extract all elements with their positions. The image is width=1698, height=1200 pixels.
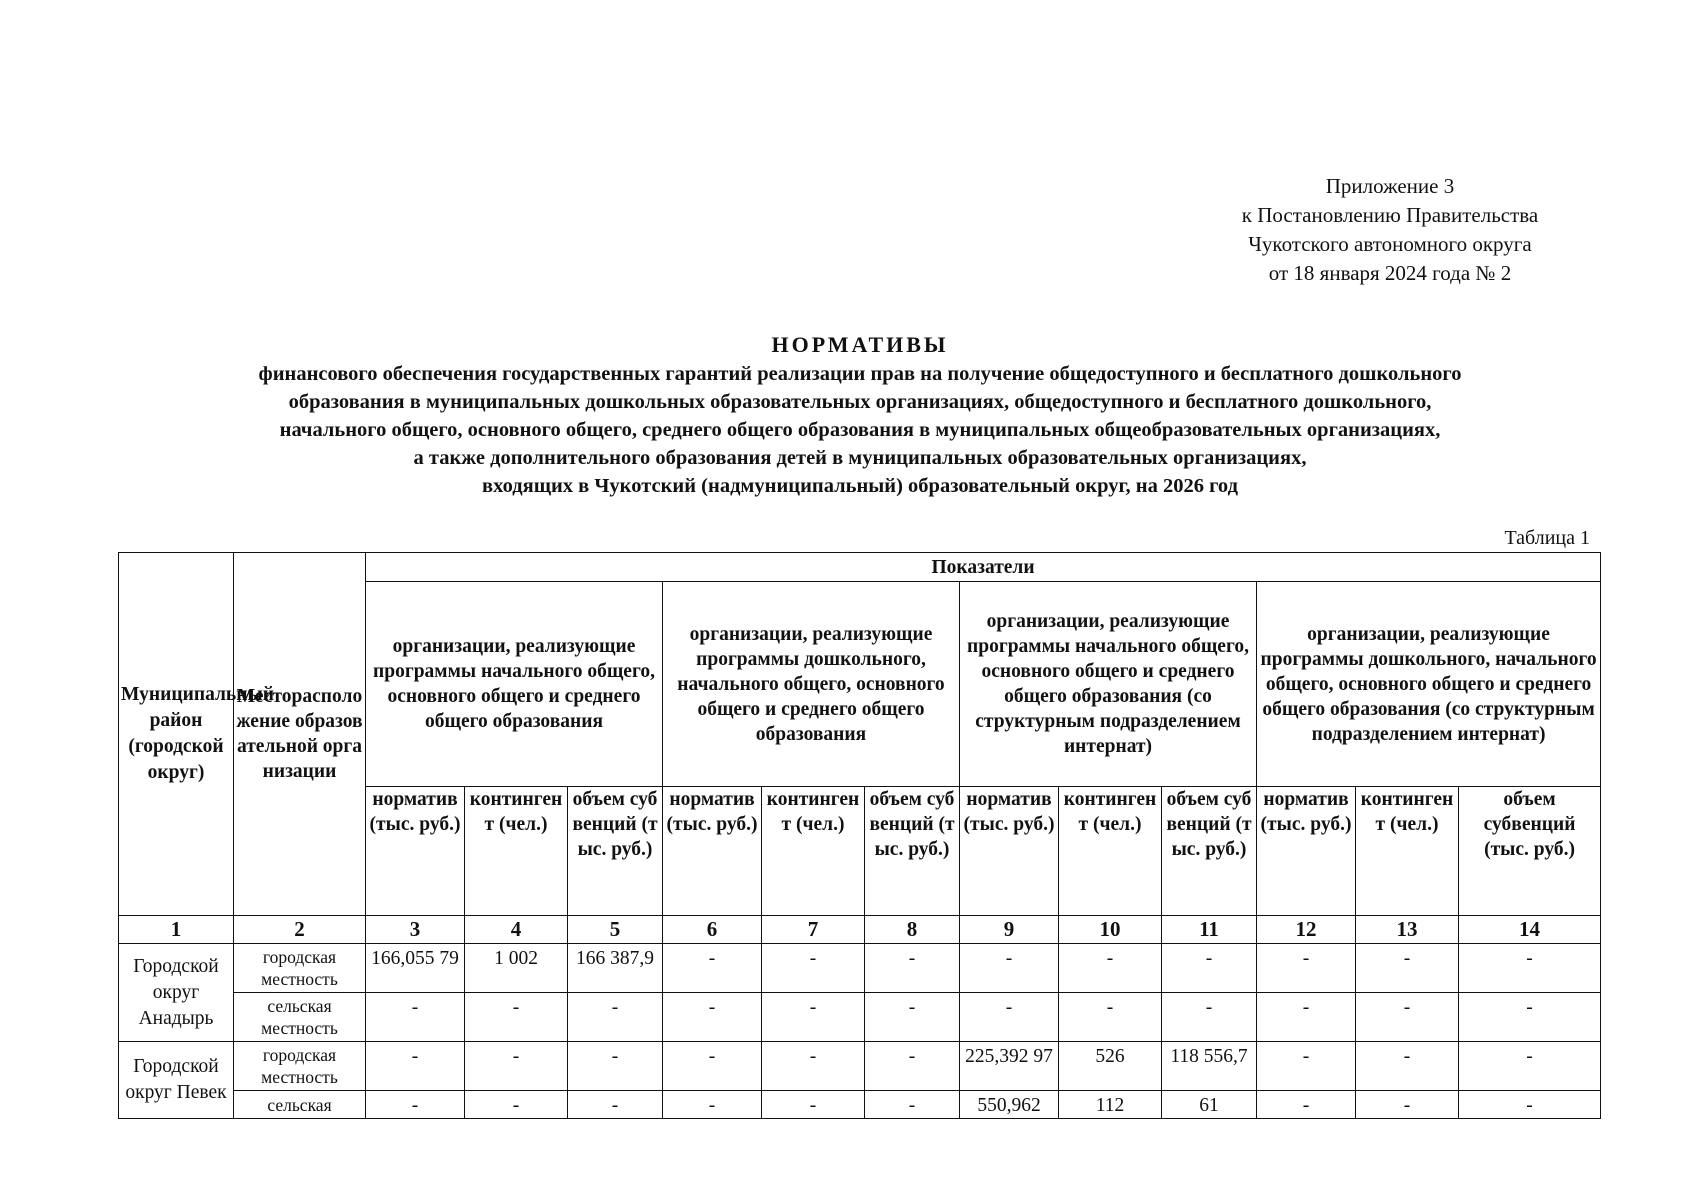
header-contingent: контингент (чел.) (762, 787, 865, 916)
title-main: НОРМАТИВЫ (771, 332, 949, 357)
value-cell: 550,962 (960, 1091, 1059, 1119)
header-contingent: контингент (чел.) (465, 787, 568, 916)
value-cell: - (366, 993, 465, 1042)
subtitle-line: входящих в Чукотский (надмуниципальный) образовательный округ, на 2026 год (482, 475, 1238, 497)
value-cell: - (865, 944, 960, 993)
appendix-line: от 18 января 2024 года № 2 (1268, 261, 1512, 285)
appendix-line: к Постановлению Правительства (1241, 203, 1539, 227)
value-cell: 526 (1059, 1042, 1162, 1091)
location-cell: сельская (234, 1091, 366, 1119)
header-norm: норматив (тыс. руб.) (663, 787, 762, 916)
column-number: 12 (1257, 916, 1356, 944)
value-cell: - (465, 1042, 568, 1091)
table-row (119, 944, 1601, 993)
value-cell: - (1257, 993, 1356, 1042)
value-cell: - (568, 993, 663, 1042)
header-location: Месторасположение образовательной организации (234, 553, 366, 916)
value-cell: 225,392 97 (960, 1042, 1059, 1091)
value-cell: 166,055 79 (366, 944, 465, 993)
value-cell: - (366, 1042, 465, 1091)
value-cell: - (762, 1042, 865, 1091)
value-cell: - (1459, 1042, 1601, 1091)
header-volume: объем субвенций (тыс. руб.) (568, 787, 663, 916)
appendix-line: Чукотского автономного округа (1248, 232, 1532, 256)
normatives-table (118, 552, 1601, 1119)
value-cell: - (1257, 1042, 1356, 1091)
column-number: 1 (119, 916, 234, 944)
header-group-1: организации, реализующие программы начального общего, основного общего и среднего общего образования (366, 582, 663, 787)
title-subtitle (130, 360, 1590, 500)
value-cell: - (1356, 1042, 1459, 1091)
table-row (119, 1042, 1601, 1091)
subtitle-line: начального общего, основного общего, среднего общего образования в муниципальных общеобразовательных организациях, (279, 419, 1441, 441)
column-number: 2 (234, 916, 366, 944)
table-label: Таблица 1 (1504, 527, 1590, 549)
value-cell: - (1459, 993, 1601, 1042)
value-cell: 112 (1059, 1091, 1162, 1119)
value-cell: - (663, 993, 762, 1042)
value-cell: - (465, 993, 568, 1042)
header-volume: объем субвенций (тыс. руб.) (1459, 787, 1601, 916)
value-cell: - (465, 1091, 568, 1119)
value-cell: - (762, 944, 865, 993)
value-cell: - (1356, 944, 1459, 993)
subtitle-line: а также дополнительного образования детей в муниципальных образовательных организациях, (413, 447, 1307, 469)
column-number: 5 (568, 916, 663, 944)
value-cell: - (1257, 944, 1356, 993)
value-cell: - (1356, 993, 1459, 1042)
header-contingent: контингент (чел.) (1356, 787, 1459, 916)
value-cell: - (663, 1091, 762, 1119)
value-cell: - (663, 1042, 762, 1091)
value-cell: - (1162, 944, 1257, 993)
header-norm: норматив (тыс. руб.) (1257, 787, 1356, 916)
header-indicators: Показатели (366, 553, 1601, 582)
table-row (119, 993, 1601, 1042)
header-norm: норматив (тыс. руб.) (366, 787, 465, 916)
header-volume: объем субвенций (тыс. руб.) (1162, 787, 1257, 916)
document-title (130, 330, 1590, 500)
appendix-line: Приложение 3 (1325, 174, 1455, 198)
value-cell: - (762, 1091, 865, 1119)
value-cell: - (960, 993, 1059, 1042)
column-number: 3 (366, 916, 465, 944)
header-group-2: организации, реализующие программы дошкольного, начального общего, основного общего и среднего общего образования (663, 582, 960, 787)
value-cell: - (1162, 993, 1257, 1042)
value-cell: - (960, 944, 1059, 993)
column-number: 6 (663, 916, 762, 944)
value-cell: 61 (1162, 1091, 1257, 1119)
column-number: 4 (465, 916, 568, 944)
value-cell: - (663, 944, 762, 993)
header-group-4: организации, реализующие программы дошкольного, начального общего, основного общего и среднего общего образования (со структурным подразделением интернат) (1257, 582, 1601, 787)
header-contingent: контингент (чел.) (1059, 787, 1162, 916)
value-cell: - (865, 993, 960, 1042)
subtitle-line: образования в муниципальных дошкольных образовательных организациях, общедоступного и бесплатного дошкольного, (288, 391, 1432, 413)
municipality-cell: Городской округ Певек (119, 1042, 234, 1119)
header-group-3: организации, реализующие программы начального общего, основного общего и среднего общего образования (со структурным подразделением интернат) (960, 582, 1257, 787)
municipality-cell: Городской округ Анадырь (119, 944, 234, 1042)
value-cell: - (568, 1042, 663, 1091)
value-cell: - (1459, 944, 1601, 993)
value-cell: - (1059, 993, 1162, 1042)
header-municipality: Муниципальный район (городской округ) (119, 553, 234, 916)
subtitle-line: финансового обеспечения государственных гарантий реализации прав на получение общедоступного и бесплатного дошкольного (258, 363, 1462, 385)
value-cell: - (1459, 1091, 1601, 1119)
value-cell: - (1356, 1091, 1459, 1119)
column-number: 10 (1059, 916, 1162, 944)
location-cell: городская местность (234, 944, 366, 993)
appendix-block (1200, 172, 1580, 288)
value-cell: - (865, 1091, 960, 1119)
column-number: 14 (1459, 916, 1601, 944)
column-number: 13 (1356, 916, 1459, 944)
table-row (119, 1091, 1601, 1119)
value-cell: - (568, 1091, 663, 1119)
header-volume: объем субвенций (тыс. руб.) (865, 787, 960, 916)
value-cell: - (366, 1091, 465, 1119)
location-cell: сельская местность (234, 993, 366, 1042)
column-number: 7 (762, 916, 865, 944)
value-cell: - (1257, 1091, 1356, 1119)
header-norm: норматив (тыс. руб.) (960, 787, 1059, 916)
value-cell: 1 002 (465, 944, 568, 993)
column-number: 8 (865, 916, 960, 944)
value-cell: 118 556,7 (1162, 1042, 1257, 1091)
value-cell: - (762, 993, 865, 1042)
column-number: 11 (1162, 916, 1257, 944)
value-cell: - (1059, 944, 1162, 993)
location-cell: городская местность (234, 1042, 366, 1091)
value-cell: - (865, 1042, 960, 1091)
value-cell: 166 387,9 (568, 944, 663, 993)
column-number: 9 (960, 916, 1059, 944)
